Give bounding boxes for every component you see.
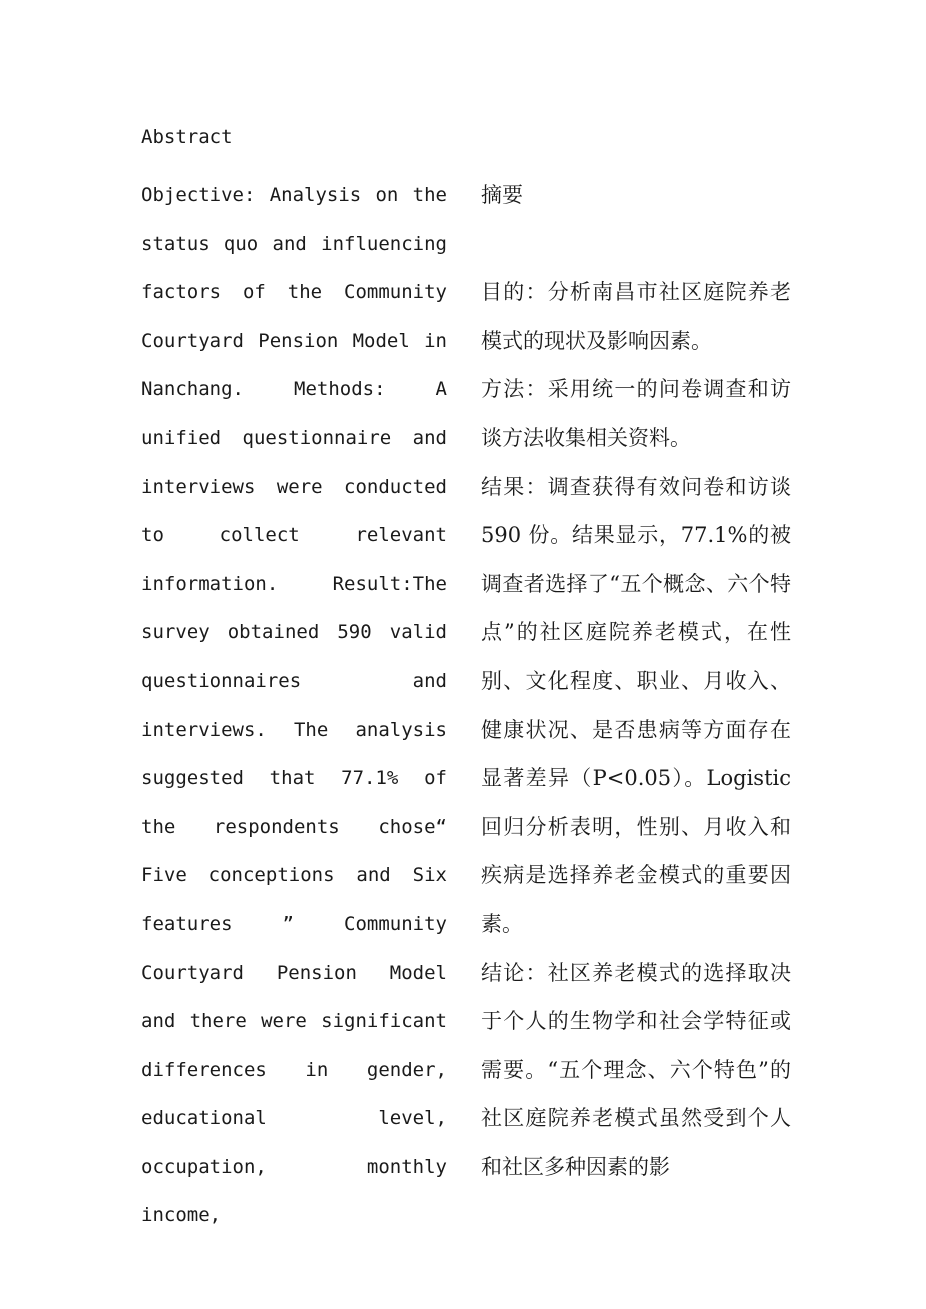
abstract-heading-chinese: 摘要 bbox=[481, 183, 523, 207]
abstract-heading-english: Abstract bbox=[141, 126, 233, 148]
chinese-abstract-column bbox=[481, 171, 791, 1191]
chinese-methods-paragraph: 方法：采用统一的问卷调查和访谈方法收集相关资料。 bbox=[481, 377, 791, 450]
english-abstract-body: Objective: Analysis on the status quo and influencing factors of the Community Courtyard Pension Model in Nanchang. Methods: A unified questionnaire and interviews were conducted to collect relevant information. Result:The survey obtained 590 valid questionnaires and interviews. The analysis suggested that 77.1% of the respondents chose“ Five conceptions and Six features ” Community Courtyard Pension Model and there were significant differences in gender, educational level, occupation, monthly income, bbox=[141, 184, 447, 1227]
chinese-results-paragraph: 结果：调查获得有效问卷和访谈 590 份。结果显示，77.1%的被调查者选择了“五个概念、六个特点”的社区庭院养老模式，在性别、文化程度、职业、月收入、健康状况、是否患病等方面存在显著差异（P<0.05）。Logistic 回归分析表明，性别、月收入和疾病是选择养老金模式的重要因素。 bbox=[481, 474, 791, 936]
english-abstract-column bbox=[141, 171, 447, 1240]
chinese-objective-paragraph: 目的：分析南昌市社区庭院养老模式的现状及影响因素。 bbox=[481, 280, 791, 353]
chinese-conclusion-paragraph: 结论：社区养老模式的选择取决于个人的生物学和社会学特征或需要。“五个理念、六个特色”的社区庭院养老模式虽然受到个人和社区多种因素的影 bbox=[481, 960, 791, 1179]
